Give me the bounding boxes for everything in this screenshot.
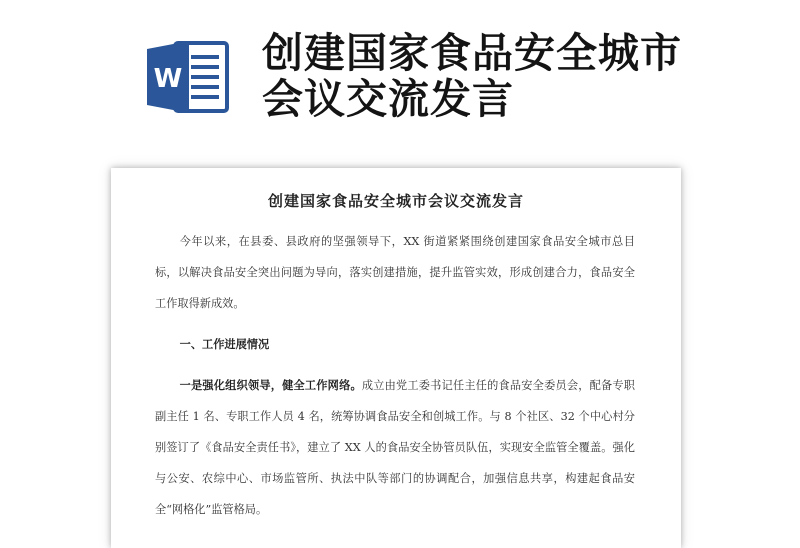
document-page-preview	[111, 168, 681, 548]
document-body	[155, 226, 635, 525]
banner-title: 创建国家食品安全城市会议交流发言	[262, 29, 682, 123]
banner-header	[0, 0, 800, 150]
paragraph-1	[155, 370, 635, 525]
document-title: 创建国家食品安全城市会议交流发言	[267, 192, 524, 210]
intro-paragraph: 今年以来，在县委、县政府的坚强领导下，XX 街道紧紧围绕创建国家食品安全城市总目标，以解决食品安全突出问题为导向，落实创建措施，提升监管实效，形成创建合力，食品安全工作取得新成效。	[155, 235, 635, 310]
section-heading: 一、工作进展情况	[179, 337, 270, 351]
word-document-icon	[145, 37, 231, 117]
paragraph-1-lead: 一是强化组织领导，健全工作网络。	[179, 378, 362, 392]
word-icon-letter: W	[153, 64, 183, 94]
paragraph-1-text: 成立由党工委书记任主任的食品安全委员会，配备专职副主任 1 名、专职工作人员 4 名，统筹协调食品安全和创城工作。与 8 个社区、32 个中心村分别签订了《食品安全责任书》，建立了 XX 人的食品安全协管员队伍，实现安全监管全覆盖。强化与公安、农综中心、市场监管所、执法中队等部门的协调配合，加强信息共享，构建起食品安全“网格化”监管格局。	[155, 379, 635, 516]
